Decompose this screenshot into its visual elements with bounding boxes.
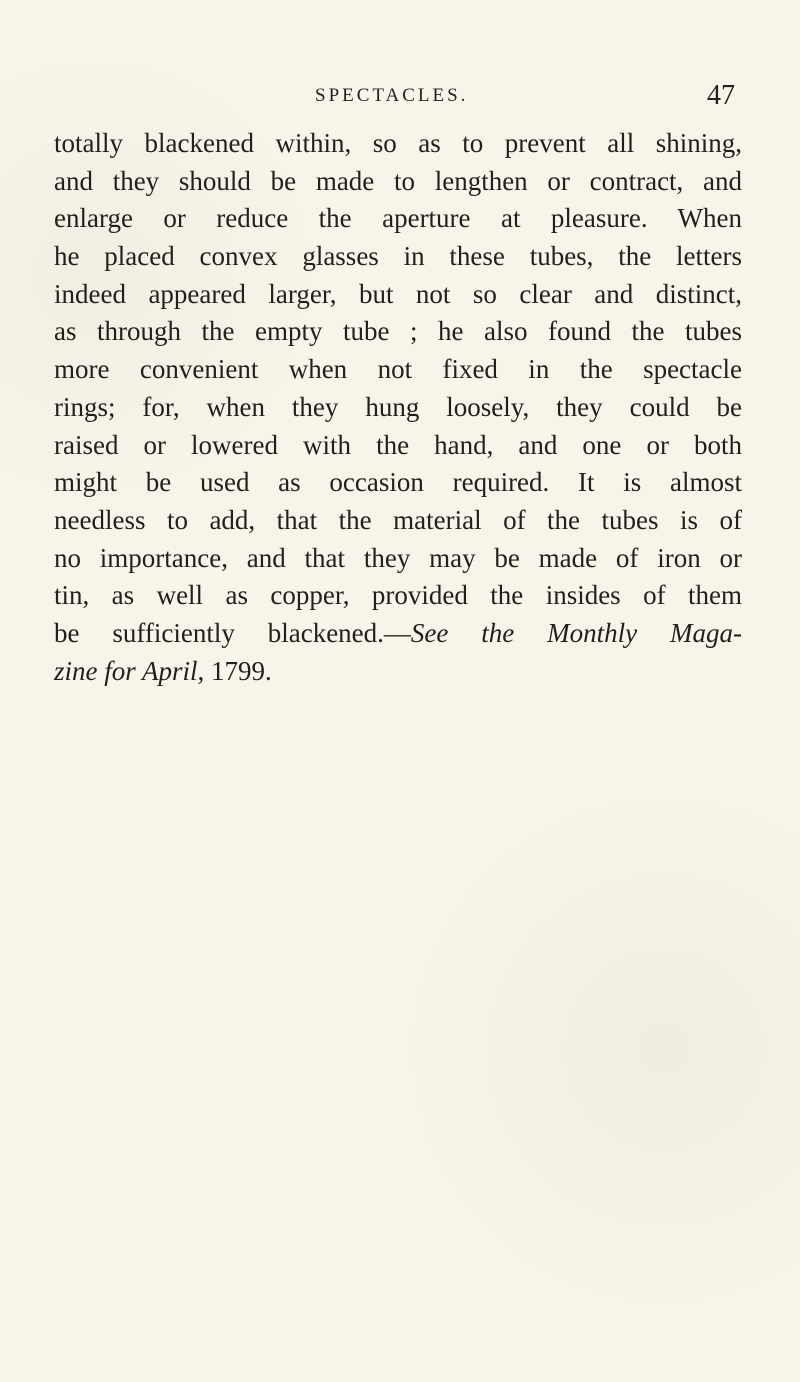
citation-prefix: be sufficiently blackened.— bbox=[54, 617, 411, 648]
text-line: indeed appeared larger, but not so clear and distinct, bbox=[54, 278, 742, 309]
text-line: rings; for, when they hung loosely, they could be bbox=[54, 391, 742, 422]
text-line: and they should be made to lengthen or contract, and bbox=[54, 165, 742, 196]
text-line: raised or lowered with the hand, and one or both bbox=[54, 429, 742, 460]
text-line: totally blackened within, so as to prevent all shining, bbox=[54, 128, 742, 158]
text-line-with-citation bbox=[54, 653, 742, 691]
text-line: enlarge or reduce the aperture at pleasure. When bbox=[54, 203, 742, 234]
page-number: 47 bbox=[707, 80, 735, 111]
citation-title-start: See the Monthly Maga- bbox=[410, 617, 742, 648]
text-line: needless to add, that the material of the tubes is of bbox=[54, 504, 742, 535]
text-line: might be used as occasion required. It is almost bbox=[54, 467, 742, 498]
text-line: no importance, and that they may be made of iron or bbox=[54, 542, 742, 573]
text-line: more convenient when not fixed in the spectacle bbox=[54, 354, 742, 385]
text-line-with-citation bbox=[54, 615, 742, 653]
body-text bbox=[54, 125, 742, 690]
text-line: he placed convex glasses in these tubes, the letters bbox=[54, 241, 742, 272]
citation-year: 1799. bbox=[204, 655, 272, 686]
text-line: as through the empty tube ; he also found the tubes bbox=[54, 316, 742, 347]
text-line: tin, as well as copper, provided the insides of them bbox=[54, 580, 742, 611]
running-head: SPECTACLES. bbox=[315, 85, 469, 106]
citation-title-end: zine for April, bbox=[54, 655, 205, 686]
